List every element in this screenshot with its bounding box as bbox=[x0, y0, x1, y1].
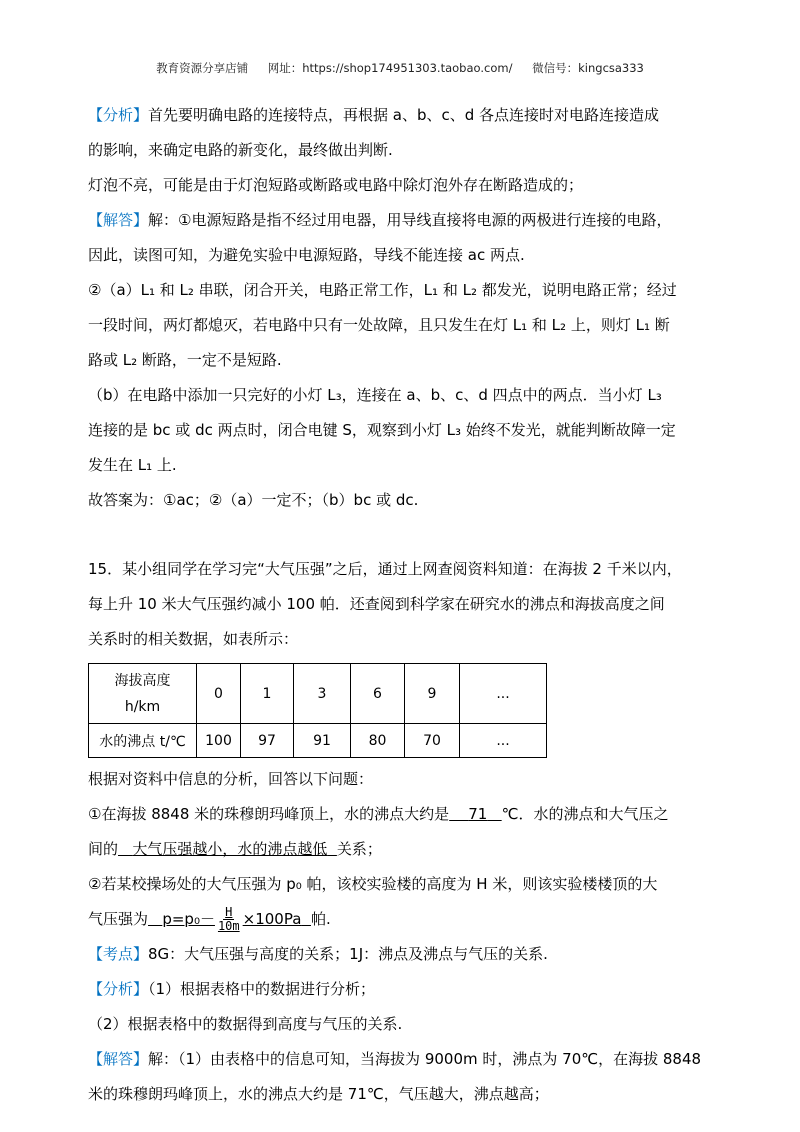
formula-post: ×100Pa bbox=[242, 910, 302, 928]
p15-after-table: 根据对资料中信息的分析，回答以下问题： bbox=[88, 770, 374, 788]
table-cell: ... bbox=[460, 664, 547, 724]
text: ℃．水的沸点和大气压之 bbox=[501, 805, 669, 823]
text: 帕. bbox=[310, 910, 331, 928]
text: 8G：大气压强与高度的关系；1J：沸点及沸点与气压的关系. bbox=[148, 945, 548, 963]
p15-analysis-line-1 bbox=[88, 972, 708, 1007]
text: 解：（1）由表格中的信息可知，当海拔为 9000m 时，沸点为 70℃，在海拔 8848 bbox=[148, 1050, 702, 1068]
boiling-point-table bbox=[88, 663, 547, 758]
analysis-tag: 【分析】 bbox=[88, 106, 149, 124]
header-shop: 教育资源分享店铺 bbox=[156, 61, 249, 75]
p15-question-line-3: 关系时的相关数据，如表所示： bbox=[88, 630, 299, 648]
p15-question-line-2: 每上升 10 米大气压强约减小 100 帕．还查阅到科学家在研究水的沸点和海拔高度之间 bbox=[88, 595, 665, 613]
text: 关系； bbox=[336, 840, 382, 858]
table-cell: 80 bbox=[351, 724, 405, 758]
p15-solution-line-2: 米的珠穆朗玛峰顶上，水的沸点大约是 71℃，气压越大，沸点越高； bbox=[88, 1085, 549, 1103]
p14-solution-line-6: （b）在电路中添加一只完好的小灯 L₃，连接在 a、b、c、d 四点中的两点．当小灯 L₃ bbox=[88, 386, 662, 404]
answer-blank bbox=[449, 805, 501, 823]
table-row bbox=[89, 664, 547, 724]
p15-q1-line-1 bbox=[88, 797, 708, 832]
table-cell: 100 bbox=[197, 724, 241, 758]
p14-answer: 故答案为：①ac；②（a）一定不；（b）bc 或 dc. bbox=[88, 491, 419, 509]
table-cell: ... bbox=[460, 724, 547, 758]
formula-answer bbox=[148, 902, 311, 937]
table-header-altitude bbox=[89, 664, 197, 724]
page-header bbox=[0, 60, 800, 76]
analysis-tag: 【分析】 bbox=[88, 980, 149, 998]
frac-numerator: H bbox=[225, 905, 233, 919]
p14-solution-line-3: ②（a）L₁ 和 L₂ 串联，闭合开关，电路正常工作，L₁ 和 L₂ 都发光，说明电路正常；经过 bbox=[88, 281, 677, 299]
header-unit: h/km bbox=[124, 698, 161, 715]
formula-pre: p=p₀－ bbox=[162, 910, 215, 928]
p15-question-line-1: 15．某小组同学在学习完“大气压强”之后，通过上网查阅资料知道：在海拔 2 千米以内， bbox=[88, 560, 682, 578]
p14-solution-line-4: 一段时间，两灯都熄灭，若电路中只有一处故障，且只发生在灯 L₁ 和 L₂ 上，则灯 L₁ 断 bbox=[88, 316, 670, 334]
kaodian-tag: 【考点】 bbox=[88, 945, 149, 963]
p14-solution-line-1 bbox=[88, 203, 708, 238]
header-url[interactable]: 网址：https://shop174951303.taobao.com/ bbox=[267, 61, 513, 75]
p14-analysis-line-2: 的影响，来确定电路的新变化，最终做出判断. bbox=[88, 141, 393, 159]
text: 气压强为 bbox=[88, 910, 149, 928]
p14-solution-line-8: 发生在 L₁ 上. bbox=[88, 456, 177, 474]
p15-solution-line-1 bbox=[88, 1042, 708, 1077]
p14-analysis-line-1 bbox=[88, 98, 708, 133]
p15-kaodian bbox=[88, 937, 708, 972]
p15-analysis-line-2: （2）根据表格中的数据得到高度与气压的关系. bbox=[88, 1015, 403, 1033]
text: 解：①电源短路是指不经过用电器，用导线直接将电源的两极进行连接的电路， bbox=[148, 211, 672, 229]
answer-text: 大气压强越小，水的沸点越低 bbox=[132, 840, 328, 858]
table-cell: 6 bbox=[351, 664, 405, 724]
table-cell: 1 bbox=[241, 664, 294, 724]
answer-blank bbox=[118, 840, 337, 858]
p15-q2-line-2 bbox=[88, 902, 708, 937]
p15-q2-line-1: ②若某校操场处的大气压强为 p₀ 帕，该校实验楼的高度为 H 米，则该实验楼楼顶的大 bbox=[88, 875, 658, 893]
table-header-boiling: 水的沸点 t/℃ bbox=[89, 724, 197, 758]
table-cell: 3 bbox=[294, 664, 351, 724]
table-cell: 9 bbox=[405, 664, 460, 724]
table-cell: 0 bbox=[197, 664, 241, 724]
p14-solution-line-2: 因此，读图可知，为避免实验中电源短路，导线不能连接 ac 两点. bbox=[88, 246, 525, 264]
table-cell: 70 bbox=[405, 724, 460, 758]
p14-solution-line-7: 连接的是 bc 或 dc 两点时，闭合电键 S，观察到小灯 L₃ 始终不发光，就能判断故障一定 bbox=[88, 421, 676, 439]
p14-solution-line-5: 路或 L₂ 断路，一定不是短路. bbox=[88, 351, 282, 369]
header-line: 海拔高度 bbox=[114, 672, 171, 689]
p14-analysis-line-3: 灯泡不亮，可能是由于灯泡短路或断路或电路中除灯泡外存在断路造成的； bbox=[88, 176, 584, 194]
text: 首先要明确电路的连接特点，再根据 a、b、c、d 各点连接时对电路连接造成 bbox=[148, 106, 660, 124]
text: 间的 bbox=[88, 840, 119, 858]
p15-q1-line-2 bbox=[88, 832, 708, 867]
frac-denominator: 10m bbox=[217, 919, 240, 933]
text: （1）根据表格中的数据进行分析； bbox=[148, 980, 376, 998]
table-cell: 91 bbox=[294, 724, 351, 758]
text: ①在海拔 8848 米的珠穆朗玛峰顶上，水的沸点大约是 bbox=[88, 805, 450, 823]
header-wechat: 微信号：kingcsa333 bbox=[532, 61, 644, 75]
formula-fraction bbox=[216, 906, 242, 933]
answer-text: 71 bbox=[468, 805, 488, 823]
document-body bbox=[88, 98, 708, 1112]
solution-tag: 【解答】 bbox=[88, 1050, 149, 1068]
table-cell: 97 bbox=[241, 724, 294, 758]
solution-tag: 【解答】 bbox=[88, 211, 149, 229]
table-row bbox=[89, 724, 547, 758]
